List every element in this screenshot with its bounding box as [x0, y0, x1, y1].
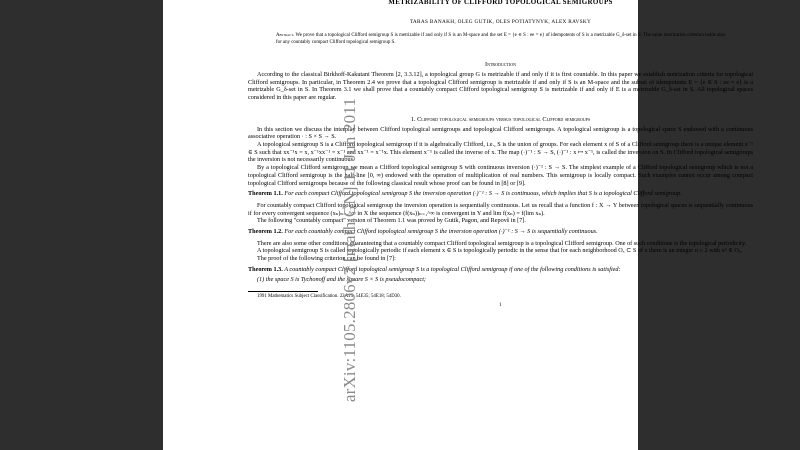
theorem-1-1: [248, 190, 753, 198]
paper-page: [163, 0, 753, 450]
abstract-label: Abstract.: [276, 33, 295, 38]
paper-content: [248, 0, 753, 308]
theorem-1-3-item-1: (1) the space S is Tychonoff and the square S × S is pseudocompact;: [257, 275, 426, 283]
section-1-paragraph-5: The following "countably compact" version of Theorem 1.1 was proved by Gutik, Pagon, and Repovš in [7].: [257, 217, 526, 225]
section-1-heading: 1. Clifford topological semigroups versus topological Clifford semigroups: [410, 115, 591, 123]
intro-paragraph: According to the classical Birkhoff-Kakutani Theorem [2, 3.3.12], a topological group G is metrizable if and only if it is first countable. In this paper we establish metrization criteria for topological Clifford semigroups. In particular, in Theorem 2.4 we prove that a topological Clifford semigroup is metrizable if and only if S is an M-space and the subset of idempotents E = {e ∈ S : ee = e} is a metrizable G_δ-set in S. In Theorem 3.1 we shall prove that a countably compact Clifford topological semigroup S is metrizable if and only if E is a metrizable G_δ-set in S. All topological spaces considered in this paper are regular.: [248, 70, 753, 101]
abstract-text: We prove that a topological Clifford semigroup S is metrizable if and only if S is an M-space and the set E = {e ∈ S : ee = e} of idempotents of S is a metrizable G_δ-set in S. The same metrization criterion holds also for any countably compact Clifford topological semigroup S.: [276, 33, 725, 45]
theorem-1-3-text: A countably compact Clifford topological semigroup S is a topological Clifford semigroup if one of the following conditions is satisfied:: [282, 265, 621, 273]
section-1-paragraph-7: A topological semigroup S is called topologically periodic if each element x ∈ S is topologically periodic in the sense that for each neighborhood Oₓ ⊂ S of x there is an integer n ≥ 2 with xⁿ ∈ Oₓ.: [257, 247, 743, 255]
abstract: [276, 33, 725, 47]
paper-authors: TARAS BANAKH, OLEG GUTIK, OLES POTIATYNYK, ALEX RAVSKY: [409, 19, 592, 25]
section-1-paragraph-4: For countably compact Clifford topological semigroup the inversion operation is sequentially continuous. Let us recall that a function f : X → Y between topological spaces is sequentially continuous if for every convergent sequence (xₙ)ₙ₌₁^∞ in X the sequence (f(xₙ))ₙ₌₁^∞ is convergent in Y and lim f(xₙ) = f(lim xₙ).: [248, 201, 753, 217]
theorem-1-3-label: Theorem 1.3.: [248, 265, 283, 273]
section-1-paragraph-3: By a topological Clifford semigroup we mean a Clifford topological semigroup S with continuous inversion (·)⁻¹ : S → S. The simplest example of a Clifford topological semigroup which is not a topological Clifford semigroup is the half-line [0, ∞) endowed with the operation of multiplication of real numbers. This semigroup is locally compact. Such examples cannot occur among compact topological Clifford semigroups because of the following classical result whose proof can be found in [8] or [9].: [248, 164, 753, 187]
theorem-1-2-text: For each countably compact Clifford topological semigroup S the inversion operation (·)⁻¹ : S → S is sequentially continuous.: [282, 228, 598, 236]
footnote: 1991 Mathematics Subject Classification. 22A15; 54E35; 54E18; 54D30.: [257, 293, 401, 299]
section-1-paragraph-1: In this section we discuss the interplay between Clifford topological semigroups and topological Clifford semigroups. A topological semigroup is a topological space S endowed with a continuous associative operation · : S × S → S.: [248, 125, 753, 141]
theorem-1-2: [248, 228, 753, 236]
theorem-1-3: [248, 266, 753, 274]
intro-heading: Introduction: [485, 60, 516, 68]
theorem-1-1-label: Theorem 1.1.: [248, 190, 283, 198]
section-1-paragraph-8: The proof of the following criterion can be found in [7]:: [257, 255, 396, 263]
section-1-paragraph-2: A topological semigroup S is a Clifford topological semigroup if it is algebraically Clifford, i.e., S is the union of groups. For each element x of S of a Clifford semigroup there is a unique element x⁻¹ ∈ S such that xx⁻¹x = x, x⁻¹xx⁻¹ = x⁻¹ and xx⁻¹ = x⁻¹x. This element x⁻¹ is called the inverse of x. The map (·)⁻¹ : S → S, (·)⁻¹ : x ↦ x⁻¹, is called the inversion on S. In Clifford topological semigroups the inversion is not necessarily continuous.: [248, 141, 753, 164]
theorem-1-2-label: Theorem 1.2.: [248, 228, 283, 236]
section-1-paragraph-6: There are also some other conditions guaranteeing that a countably compact Clifford topological semigroup is a topological Clifford semigroup. One of such conditions is the topological periodicity.: [257, 239, 747, 247]
paper-title: METRIZABILITY OF CLIFFORD TOPOLOGICAL SEMIGROUPS: [388, 0, 613, 6]
arxiv-sidebar-label: arXiv:1105.2806v2 [math.GN] 11 Jun 2011: [340, 97, 359, 403]
footnote-rule: [248, 291, 318, 292]
theorem-1-1-text: For each compact Clifford topological semigroup S the inversion operation (·)⁻¹ : S → S is continuous, which implies that S is a topological Clifford semigroup.: [282, 190, 682, 198]
page-number: 1: [499, 302, 502, 308]
